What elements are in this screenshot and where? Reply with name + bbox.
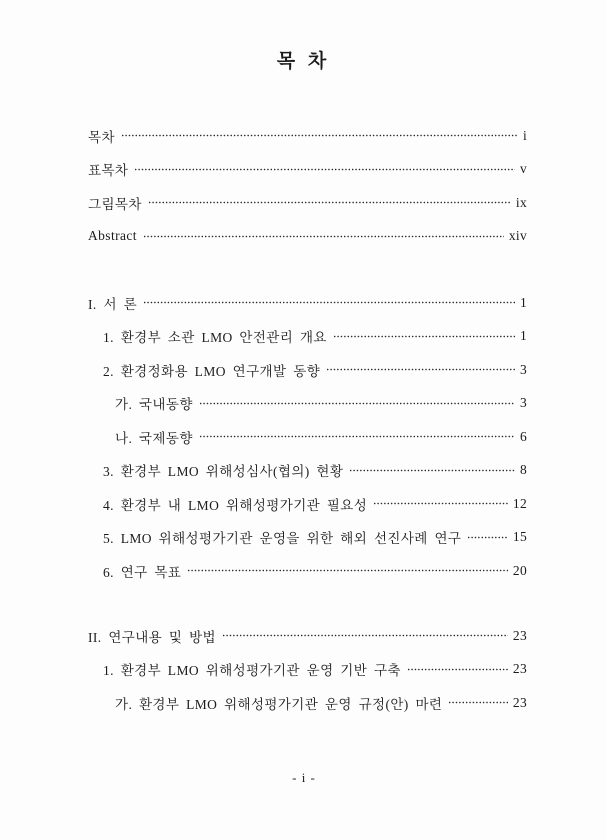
toc-entry-page: 3 [519,361,527,377]
toc-entry [88,653,527,687]
toc-entry [88,619,527,653]
toc-entry-page: v [519,161,527,177]
toc-front-matter [88,119,527,253]
toc-entry-label: II. 연구내용 및 방법 [88,629,216,645]
toc-leader-dots [143,286,515,320]
toc-entry [88,119,527,153]
toc-entry-page: 1 [519,294,527,310]
toc-leader-dots [148,186,511,220]
toc-entry [88,387,527,421]
toc-entry [88,420,527,454]
toc-entry-label: 목차 [88,129,115,145]
toc-leader-dots [373,487,508,521]
toc-leader-dots [121,119,518,153]
toc-entry [88,220,527,254]
toc-leader-dots [143,220,504,254]
toc-entry-page: 1 [519,328,527,344]
toc-entry-label: 5. LMO 위해성평가기관 운영을 위한 해외 선진사례 연구 [103,531,462,547]
toc-entry-label: Abstract [88,228,137,244]
toc-entry [88,186,527,220]
toc-entry-page: 23 [512,627,527,643]
page-title: 목 차 [276,51,331,72]
toc-leader-dots [134,153,515,187]
toc-leader-dots [467,521,508,555]
toc-entry-page: 6 [519,428,527,444]
toc-entry-page: 8 [519,462,527,478]
toc-entry-label: 3. 환경부 LMO 위해성심사(협의) 현황 [103,464,344,480]
toc-entry [88,286,527,320]
toc-entry [88,521,527,555]
toc-entry [88,320,527,354]
toc-entry-label: 나. 국제동향 [115,430,193,446]
toc-entry-label: I. 서 론 [88,296,138,312]
toc-entry-page: 23 [512,694,527,710]
toc-entry [88,454,527,488]
toc-entry-page: 20 [512,562,527,578]
toc-leader-dots [199,387,515,421]
toc-entry-page: 12 [512,495,527,511]
toc-leader-dots [448,686,508,720]
toc-leader-dots [199,420,515,454]
toc-entry-page: xiv [508,228,527,244]
toc-leader-dots [187,554,508,588]
toc-entry-label: 1. 환경부 소관 LMO 안전관리 개요 [103,330,327,346]
toc-entry-page: 23 [512,661,527,677]
toc-entry-page: 15 [512,529,527,545]
toc-entry [88,353,527,387]
toc-entry-label: 가. 국내동향 [115,397,193,413]
toc-entry [88,487,527,521]
toc-entry [88,686,527,720]
toc-entry-label: 6. 연구 목표 [103,564,182,580]
toc-leader-dots [407,653,508,687]
toc-entry-label: 가. 환경부 LMO 위해성평가기관 운영 규정(안) 마련 [115,696,443,712]
toc-section-2 [88,619,527,720]
toc-section-1 [88,286,527,588]
toc-entry-label: 그림목차 [88,196,142,212]
toc-leader-dots [222,619,508,653]
toc-entry [88,153,527,187]
toc-entry-label: 2. 환경정화용 LMO 연구개발 동향 [103,363,321,379]
toc-leader-dots [333,320,515,354]
toc-leader-dots [326,353,515,387]
toc-entry [88,554,527,588]
toc-entry-label: 4. 환경부 내 LMO 위해성평가기관 필요성 [103,497,368,513]
toc-entry-page: ix [515,194,527,210]
toc-entry-label: 1. 환경부 LMO 위해성평가기관 운영 기반 구축 [103,663,401,679]
toc-entry-page: i [522,127,527,143]
toc-entry-page: 3 [519,395,527,411]
toc-entry-label: 표목차 [88,163,129,179]
toc-leader-dots [349,454,515,488]
page-number-footer: - i - [292,770,315,785]
